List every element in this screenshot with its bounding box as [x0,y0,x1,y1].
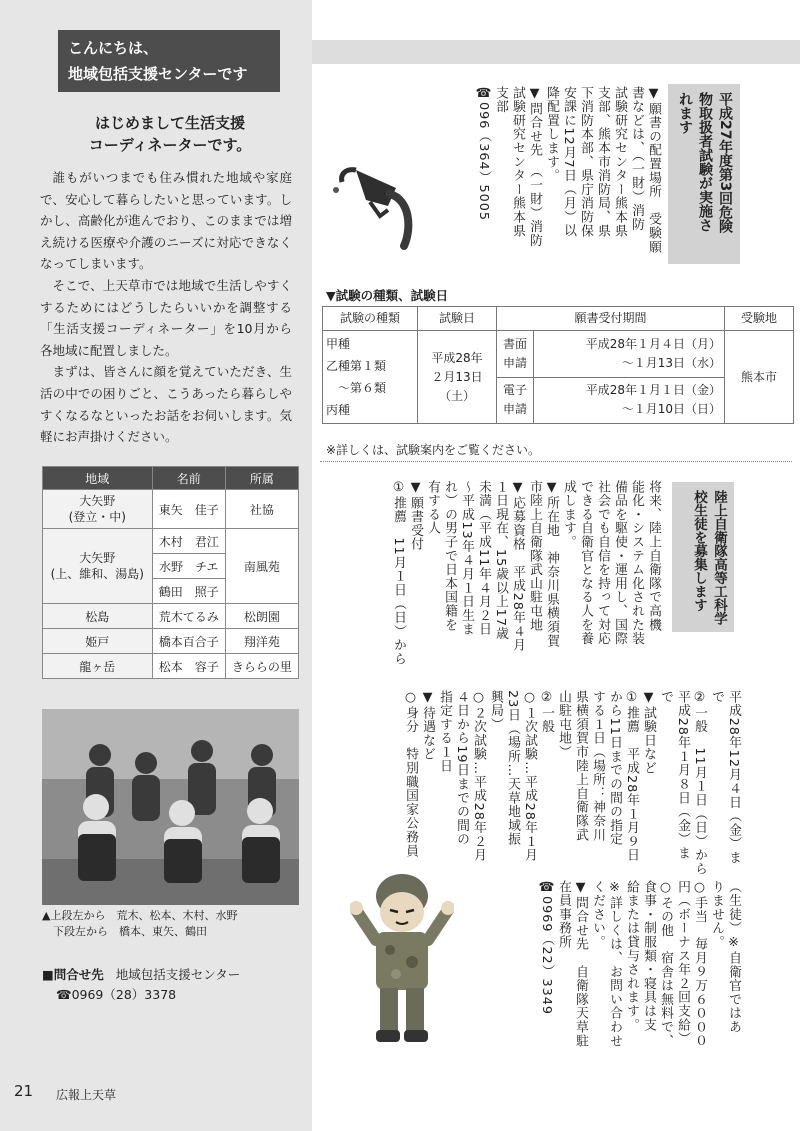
exam-note: ※詳しくは、試験案内をご覧ください。 [326,443,541,457]
column-header: 願書受付期間 [497,307,725,331]
jsdf-article-body: 平成28年12月４日（金）ま で ②一般 11月１日（日）から 平成28年１月８日（金）ま で ▼試験日など ①推薦 平成28年１月９日 から11日までの間の指定 する１日（場所：神奈川 県横須賀市陸上自衛隊武 山駐屯地） ②一般 ○１次試験…平成28年１月 23日（場所…天草地域振 興局） ○２次試験…平成28年２月 ４日から19日までの間の 指定する１日 ▼待遇など ○身分 特別職国家公務員 [403,690,741,877]
name-cell: 荒木てるみ [152,604,225,629]
contact-label: ■問合せ先 [42,967,104,982]
exam-date-cell: 平成28年 ２月13日 （土） [418,331,497,424]
section-header-line: こんにちは、 [68,39,159,57]
section-header [58,30,280,92]
intro-text [40,167,292,448]
table-row [43,490,299,529]
area-cell: 大矢野 (登立・中) [43,490,153,529]
publication-name: 広報上天草 [56,1088,117,1102]
intro-paragraph: そこで、上天草市では地域で生活しやすくするためにはどうしたらいいかを調整する「生活支援コーディネーター」を10月から各地域に配置しました。 [40,277,292,358]
article-subtitle-line: コーディネーターです。 [88,136,252,154]
name-cell: 松本 容子 [152,654,225,679]
area-cell: 姫戸 [43,629,153,654]
coordinator-table [42,466,299,679]
jsdf-article-body: （生徒）※自衛官ではあ りません。 ○手当 毎月９万６０００ 円（ボーナス年２回支給） ○その他 宿舎は無料で、 食事・制服類・寝具は支 給または貸与されます。 ※詳しくは、お問い合わせ ください。 ▼問合せ先 自衛隊天草駐 在員事務所 ☎0969（22）3349 [539,880,741,1048]
area-cell: 龍ヶ岳 [43,654,153,679]
org-cell: きららの里 [225,654,298,679]
exam-heading: ▼試験の種類、試験日 [326,288,449,303]
name-cell: 木村 君江 [152,529,225,554]
name-cell: 東矢 佳子 [152,490,225,529]
article-subtitle-line: はじめまして生活支援 [94,114,245,132]
table-row [43,529,299,554]
caption-line: 下段左から 橋本、東矢、鶴田 [42,925,207,938]
fuel-nozzle-icon [326,150,422,250]
name-cell: 水野 チエ [152,554,225,579]
period-cell: 平成28年１月１日（金） ～１月10日（日） [534,377,725,424]
column-header: 試験の種類 [323,307,418,331]
column-header: 地域 [43,467,153,490]
period-cell: 平成28年１月４日（月） ～１月13日（水） [534,331,725,378]
column-header: 受験地 [725,307,794,331]
name-cell: 鶴田 照子 [152,579,225,604]
contact-name: 地域包括支援センター [115,967,241,982]
table-header-row [43,467,299,490]
org-cell: 南風苑 [225,529,298,604]
intro-paragraph: 誰もがいつまでも住み慣れた地域や家庭で、安心して暮らしたいと思っています。しかし、高齢化が進んでおり、このままでは増え続ける医療や介護のニーズに対応できなくなってしまいます。 [40,170,292,272]
area-cell: 大矢野 (上、維和、湯島) [43,529,153,604]
exam-schedule-table [322,306,794,424]
exam-place-cell: 熊本市 [725,331,794,424]
table-header-row [323,307,794,331]
area-cell: 松島 [43,604,153,629]
table-row [43,604,299,629]
table-row [43,654,299,679]
intro-paragraph: まずは、皆さんに顔を覚えていただき、生活の中での困りごと、こうあったら暮らしやすくなるなといったお話をお伺いします。気軽にお声掛けください。 [40,364,292,445]
column-header: 試験日 [418,307,497,331]
staff-group-photo [42,709,299,905]
page-number: 21 [14,1082,34,1100]
exam-types-cell: 甲種 乙種第１類 ～第６類 丙種 [323,331,418,424]
photo-illustration [42,709,299,905]
jsdf-article-title: 陸上自衛隊高等工科学 校生徒を募集します [672,482,734,632]
article-subtitle [40,112,300,156]
column-header: 名前 [152,467,225,490]
org-cell: 翔洋苑 [225,629,298,654]
method-cell: 書面 申請 [497,331,534,378]
org-cell: 社協 [225,490,298,529]
divider [320,461,792,462]
hazard-article-title: 平成27年度第3回危険 物取扱者試験が実施さ れます [668,84,740,264]
top-band [312,40,800,64]
table-row [43,629,299,654]
hazard-article-body: ▼願書の配置場所 受験願 書などは、（一財）消防 試験研究センター熊本県 支部、熊本市消防局、県 下消防本部、県庁消防保 安課に12月7日（月）以 降配置します。 ▼問合せ先 （一財）消防 試験研究センター熊本県 支部 ☎096（364）5005 [476,86,661,254]
caption-line: ▲上段左から 荒木、松本、木村、水野 [42,909,238,922]
table-row [323,331,794,378]
method-cell: 電子 申請 [497,377,534,424]
photo-caption [42,908,237,940]
soldier-mascot-icon [350,870,454,1050]
org-cell: 松朗園 [225,604,298,629]
contact-line [42,965,240,985]
jsdf-article-body: 将来、陸上自衛隊で高機 能化・システム化された装 備品を駆使・運用し、国際 社会でも自信を持って対応 できる自衛官となる人を養 成します。 ▼所在地 神奈川県横須賀 市陸上自衛隊武山駐屯地 ▼応募資格 平成28年４月 １日現在、15歳以上17歳 未満（平成11年４月２日 ～平成13年４月１日生ま れ）の男子で日本国籍を 有する人 ▼願書受付 ①推薦 11月１日（日）から [391,480,661,667]
section-header-line: 地域包括支援センターです [68,65,248,83]
column-header: 所属 [225,467,298,490]
contact-phone: ☎0969（28）3378 [56,987,177,1002]
contact-info [42,965,240,1005]
name-cell: 橋本百合子 [152,629,225,654]
